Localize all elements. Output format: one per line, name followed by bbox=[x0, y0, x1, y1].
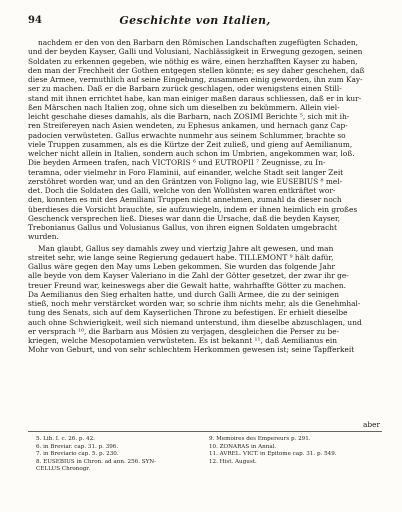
text-line: er versprach ¹⁰, die Barbarn aus Mösien zu verjagen, desgleichen die Perser zu be- bbox=[28, 326, 340, 336]
footnote-entry: 11. AVREL. VICT. in Epitome cap. 31. p. 549. bbox=[209, 451, 337, 458]
catchword: aber bbox=[362, 420, 380, 429]
text-line: Gallus wäre gegen den May ums Leben gekommen. Sie wurden das folgende Jahr bbox=[28, 262, 336, 271]
footnote-entry: 12. Hist. August. bbox=[209, 458, 257, 465]
text-line: alle beyde von dem Kayser Valeriano in die Zahl der Götter gesetzet, der zwar ihr ge- bbox=[28, 271, 349, 281]
text-line: zerstöhret worden war, und an den Gräntzen von Foligno lag, wie EUSEBIUS ⁸ mel- bbox=[28, 176, 343, 186]
footnote-entry: 8. EUSEBIUS in Chron. ad ann. 256. SYN- bbox=[36, 458, 157, 465]
main-text bbox=[28, 38, 382, 355]
text-line: welcher nicht allein in Italien, sondern auch schon im Umbrien, angekommen war, loß. bbox=[28, 149, 355, 158]
text-line: kriegen, welche Mesopotamien verwüsteten. Es ist bekannt ¹¹, daß Aemilianus ein bbox=[28, 336, 337, 345]
text-line: Trebonianus Gallus und Volusianus Gallus, von ihren eignen Soldaten umgebracht bbox=[28, 223, 337, 232]
text-line: und der beyden Kayser, Galli und Volusiani, Nachlässigkeit in Erwegung gezogen, seinen bbox=[28, 47, 363, 57]
paragraph bbox=[28, 38, 382, 242]
text-line: nachdem er den von den Barbarn den Römischen Landschaften zugefügten Schaden, bbox=[38, 38, 358, 47]
footnotes-right-column bbox=[209, 436, 382, 474]
text-line: überdieses die Vorsicht brauchte, sie aufzuwiegeln, indem er ihnen heimlich ein großes bbox=[28, 204, 358, 214]
text-line: Die beyden Armeen trafen, nach VICTORIS ⁶ und EUTROPII ⁷ Zeugnisse, zu In- bbox=[28, 158, 326, 168]
text-line: ren Streifereyen nach Asien wendeten, zu Ephesus ankamen, und hernach ganz Cap- bbox=[28, 121, 348, 131]
text-line: stand mit ihnen errichtet habe, kan man einiger maßen daraus schliessen, daß er in kur- bbox=[28, 93, 362, 103]
text-line: Da Aemilianus den Sieg erhalten hatte, und durch Galli Armee, die zu der seinigen bbox=[28, 289, 339, 299]
text-line: diese Armee, vermuthlich auf seine Eingebung, zusammen einig geworden, ihn zum Kay- bbox=[28, 75, 363, 84]
page-header bbox=[28, 14, 362, 30]
text-line: padocien verwüsteten. Gallus erwachte nunmehr aus seinem Schlummer, brachte so bbox=[28, 130, 346, 140]
footnote-entry: 7. in Breviario cap. 5. p. 230. bbox=[36, 451, 119, 458]
footnote-entry: 6. in Breviar. cap. 31. p. 396. bbox=[36, 443, 119, 450]
text-line: treuer Freund war, keineswegs aber die Gewalt hatte, wahrhaffte Götter zu machen. bbox=[28, 280, 346, 290]
text-line: teramna, oder vielmehr in Foro Flaminii, auf einander, welche Stadt seit langer Zeit bbox=[28, 167, 344, 177]
text-line: stieß, noch mehr verstärcket worden war, so schrie ihm nichts mehr, als die Genehmhal- bbox=[28, 299, 361, 308]
text-line: ßen Märschen nach Italien zog, ohne sich um dieselben zu bekümmern. Allein viel- bbox=[28, 102, 340, 112]
text-line: Soldaten zu erkennen gegeben, wie nöthig es wäre, einen herzhafften Kayser zu haben, bbox=[28, 56, 358, 66]
text-line: det. Doch die Soldaten des Galli, welche von den Wollüsten waren entkräftet wor- bbox=[28, 186, 336, 195]
text-line: Geschenck versprechen ließ. Dieses war dann die Ursache, daß die beyden Kayser, bbox=[28, 213, 341, 223]
text-line: wurden. bbox=[28, 232, 59, 242]
running-title: Geschichte von Italien, bbox=[119, 14, 271, 27]
text-line: tung des Senats, sich auf dem Kayserlichen Throne zu befestigen. Er erhielt dieselbe bbox=[28, 308, 348, 318]
text-line: den, konnten es mit des Aemiliani Truppen nicht annehmen, zumahl da dieser noch bbox=[28, 195, 342, 205]
text-line: auch ohne Schwierigkeit, weil sich niemand unterstund, ihm dieselbe abzuschlagen, und bbox=[28, 317, 362, 327]
text-line: Mohr von Geburt, und von sehr schlechtem Herkommen gewesen ist; seine Tapfferkeit bbox=[28, 345, 355, 355]
paragraph bbox=[28, 244, 382, 355]
footnote-entry: 10. ZONARAS in Annal. bbox=[209, 443, 277, 450]
footnote-divider bbox=[28, 431, 382, 432]
footnote-entry: CELLUS Chronogr. bbox=[36, 466, 91, 473]
page-number: 94 bbox=[28, 15, 42, 26]
footnote-entry: 9. Memoires des Empereurs p. 291. bbox=[209, 436, 311, 442]
text-line: viele Truppen zusammen, als es die Kürtze der Zeit zuließ, und gieng auf Aemilianum, bbox=[28, 139, 353, 149]
text-line: leicht geschahe dieses damahls, als die Barbarn, nach ZOSIMI Berichte ⁵, sich mit ih- bbox=[28, 112, 350, 121]
footnotes bbox=[36, 436, 382, 474]
footnotes-left-column bbox=[36, 436, 209, 474]
text-line: den man der Frechheit der Gothen entgegen stellen könnte; es sey daher geschehen, daß bbox=[28, 65, 365, 75]
text-line: streitet sehr, wie lange seine Regierung gedauert habe. TILLEMONT ⁹ hält dafür, bbox=[28, 252, 334, 262]
footnote-entry: 5. Lib. I. c. 26. p. 42. bbox=[36, 436, 95, 442]
text-line: Man glaubt, Gallus sey damahls zwey und viertzig Jahre alt gewesen, und man bbox=[38, 243, 334, 253]
text-line: ser zu machen. Daß er die Barbarn zurück geschlagen, oder wenigstens einen Still- bbox=[28, 84, 342, 94]
